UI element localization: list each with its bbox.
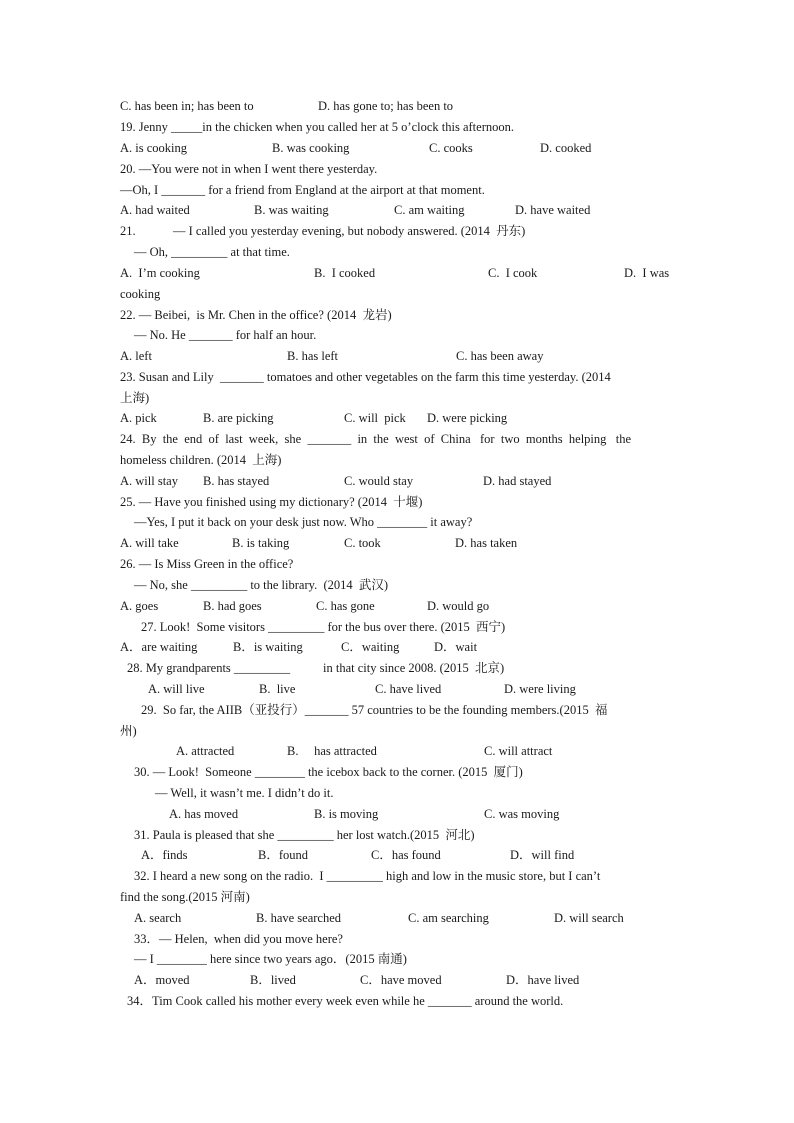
text-segment: C. will attract	[484, 744, 553, 758]
text-segment: B. had goes	[203, 599, 262, 613]
text-segment: 27. Look! Some visitors _________ for the bus over there. (2015 西宁)	[141, 620, 506, 634]
text-segment: 上海)	[120, 391, 150, 405]
text-segment: A. had waited	[120, 203, 190, 217]
text-segment: D. have waited	[515, 203, 591, 217]
text-segment: — I called you yesterday evening, but nobody answered. (2014 丹东)	[173, 224, 526, 238]
text-segment: A. pick	[120, 411, 157, 425]
text-segment: D. has gone to; has been to	[318, 99, 454, 113]
text-segment: — I ________ here since two years ago．(2015 南通)	[134, 952, 407, 966]
text-segment: 30. — Look! Someone ________ the icebox back to the corner. (2015 厦门)	[134, 765, 523, 779]
text-segment: B. live	[259, 682, 296, 696]
text-segment: C．has found	[371, 848, 441, 862]
text-segment: 19. Jenny _____in the chicken when you called her at 5 o’clock this afternoon.	[120, 120, 514, 134]
text-segment: D. would go	[427, 599, 490, 613]
text-segment: homeless children. (2014 上海)	[120, 453, 282, 467]
text-segment: A. left	[120, 349, 152, 363]
text-segment: 20. —You were not in when I went there yesterday.	[120, 162, 378, 176]
text-segment: C. will pick	[344, 411, 406, 425]
text-segment: A. search	[134, 911, 182, 925]
text-segment: A．moved	[134, 973, 190, 987]
text-segment: D. were living	[504, 682, 576, 696]
text-segment: 21.	[120, 224, 136, 238]
text-segment: 31. Paula is pleased that she _________ her lost watch.(2015 河北)	[134, 828, 475, 842]
text-segment: C. has gone	[316, 599, 375, 613]
text-segment: B．found	[258, 848, 309, 862]
text-segment: B．is waiting	[233, 640, 303, 654]
text-segment: C. would stay	[344, 474, 414, 488]
text-segment: C．waiting	[341, 640, 400, 654]
text-segment: B. has left	[287, 349, 339, 363]
text-segment: D. has taken	[455, 536, 518, 550]
text-segment: A. will take	[120, 536, 179, 550]
text-segment: D．wait	[434, 640, 478, 654]
text-segment: find the song.(2015 河南)	[120, 890, 250, 904]
text-segment: D. will search	[554, 911, 624, 925]
text-segment: — Well, it wasn’t me. I didn’t do it.	[155, 786, 334, 800]
text-segment: 23. Susan and Lily _______ tomatoes and other vegetables on the farm this time yesterday. (2014	[120, 370, 611, 384]
text-segment: C. am searching	[408, 911, 489, 925]
text-segment: — No. He _______ for half an hour.	[134, 328, 317, 342]
text-segment: C. has been in; has been to	[120, 99, 254, 113]
text-segment: 25. — Have you finished using my dictionary? (2014 十堰)	[120, 495, 423, 509]
text-segment: 26. — Is Miss Green in the office?	[120, 557, 294, 571]
text-segment: A. goes	[120, 599, 159, 613]
text-segment: 州)	[120, 724, 137, 738]
text-segment: A. attracted	[176, 744, 235, 758]
text-segment: B. are picking	[203, 411, 274, 425]
text-segment: 33．— Helen, when did you move here?	[134, 932, 343, 946]
text-segment: —Yes, I put it back on your desk just now. Who ________ it away?	[134, 515, 473, 529]
text-segment: 24. By the end of last week, she _______ in the west of China for two months helping the	[120, 432, 632, 446]
text-segment: D. I was	[624, 266, 670, 280]
text-segment: in that city since 2008. (2015 北京)	[323, 661, 505, 675]
text-segment: C. was moving	[484, 807, 560, 821]
text-segment: 22. — Beibei, is Mr. Chen in the office? (2014 龙岩)	[120, 308, 392, 322]
text-segment: C. have lived	[375, 682, 442, 696]
text-segment: A. will stay	[120, 474, 178, 488]
text-segment: 32. I heard a new song on the radio. I _________ high and low in the music store, but I can’t	[134, 869, 601, 883]
text-segment: C. has been away	[456, 349, 544, 363]
text-segment: D．will find	[510, 848, 575, 862]
text-segment: C. am waiting	[394, 203, 465, 217]
text-segment: A. is cooking	[120, 141, 188, 155]
text-segment: B. I cooked	[314, 266, 376, 280]
text-segment: 29. So far, the AIIB（亚投行）_______ 57 countries to be the founding members.(2015 福	[141, 703, 608, 717]
text-segment: B. was cooking	[272, 141, 350, 155]
text-segment: C. I cook	[488, 266, 538, 280]
text-segment: A．finds	[141, 848, 188, 862]
text-segment: C. took	[344, 536, 381, 550]
text-segment: A. I’m cooking	[120, 266, 200, 280]
text-segment: cooking	[120, 287, 161, 301]
text-segment: B．lived	[250, 973, 296, 987]
text-segment: C．have moved	[360, 973, 442, 987]
text-segment: — Oh, _________ at that time.	[134, 245, 290, 259]
text-segment: B. have searched	[256, 911, 342, 925]
text-segment: — No, she _________ to the library. (2014 武汉)	[134, 578, 389, 592]
text-segment: B. was waiting	[254, 203, 329, 217]
text-segment: A. will live	[148, 682, 205, 696]
text-segment: B. has stayed	[203, 474, 270, 488]
text-segment: D. were picking	[427, 411, 508, 425]
text-segment: 34．Tim Cook called his mother every week even while he _______ around the world.	[127, 994, 564, 1008]
text-segment: D．have lived	[506, 973, 580, 987]
text-segment: B. is taking	[232, 536, 290, 550]
text-segment: B. is moving	[314, 807, 379, 821]
text-segment: B. has attracted	[287, 744, 377, 758]
text-segment: A．are waiting	[120, 640, 198, 654]
text-segment: D. had stayed	[483, 474, 552, 488]
text-segment: 28. My grandparents _________	[127, 661, 291, 675]
text-segment: A. has moved	[169, 807, 239, 821]
text-segment: C. cooks	[429, 141, 473, 155]
text-segment: D. cooked	[540, 141, 592, 155]
text-segment: —Oh, I _______ for a friend from England at the airport at that moment.	[120, 183, 485, 197]
